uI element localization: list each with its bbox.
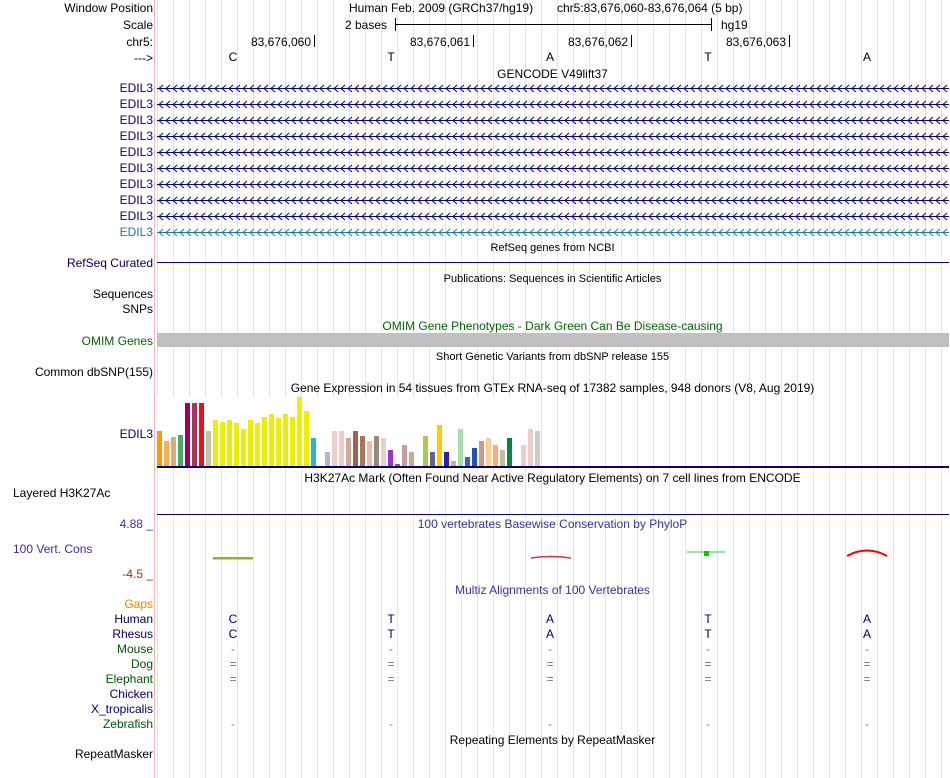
gtex-tissue-bar[interactable] xyxy=(276,418,281,466)
species-label[interactable]: Dog xyxy=(130,657,153,671)
gtex-tissue-bar[interactable] xyxy=(157,431,162,466)
strand-arrows xyxy=(157,131,949,141)
gtex-tissue-bar[interactable] xyxy=(255,423,260,466)
ruler-tick xyxy=(314,35,315,47)
gtex-expression-bars[interactable] xyxy=(157,397,533,466)
species-label[interactable]: Mouse xyxy=(116,642,153,656)
gencode-transcript[interactable] xyxy=(157,163,949,173)
dbsnp-track-title: Short Genetic Variants from dbSNP release 155 xyxy=(435,351,670,363)
reference-base: A xyxy=(545,50,554,64)
alignment-base: C xyxy=(228,627,238,641)
cons-max-value: 4.88 _ xyxy=(119,517,153,531)
alignment-base: = xyxy=(546,672,554,686)
alignment-base: = xyxy=(704,672,712,686)
repeatmasker-label[interactable]: RepeatMasker xyxy=(74,747,153,761)
multiz-track-title: Multiz Alignments of 100 Vertebrates xyxy=(455,583,650,597)
phylop-mark-1 xyxy=(213,558,253,559)
h3k27ac-track-title: H3K27Ac Mark (Often Found Near Active Regulatory Elements) on 7 cell lines from ENCODE xyxy=(304,471,801,485)
strand-arrows xyxy=(157,227,949,237)
gencode-gene-label[interactable]: EDIL3 xyxy=(119,129,153,143)
gtex-tissue-bar[interactable] xyxy=(220,422,225,466)
gtex-tissue-bar[interactable] xyxy=(185,403,190,466)
gtex-tissue-bar[interactable] xyxy=(304,411,309,466)
alignment-base: - xyxy=(231,642,235,656)
phylop-mark-4 xyxy=(687,551,725,556)
alignment-base: = xyxy=(863,657,871,671)
omim-gene-bar[interactable] xyxy=(157,333,949,347)
alignment-base: A xyxy=(545,612,554,626)
species-label[interactable]: Human xyxy=(114,612,153,626)
gtex-tissue-bar[interactable] xyxy=(339,431,344,466)
strand-arrows xyxy=(157,163,949,173)
reference-base: C xyxy=(228,50,238,64)
cons-min-value: -4.5 _ xyxy=(122,567,153,581)
gtex-tissue-bar[interactable] xyxy=(367,441,372,466)
alignment-base: = xyxy=(546,657,554,671)
alignment-base: = xyxy=(229,672,237,686)
omim-track-title: OMIM Gene Phenotypes - Dark Green Can Be Disease-causing xyxy=(382,319,723,333)
gtex-tissue-bar[interactable] xyxy=(269,414,274,466)
gaps-label[interactable]: Gaps xyxy=(124,597,153,611)
alignment-base: T xyxy=(704,612,712,626)
gencode-gene-label[interactable]: EDIL3 xyxy=(119,113,153,127)
h3k27ac-baseline xyxy=(157,514,949,515)
gtex-tissue-bar[interactable] xyxy=(325,452,330,466)
gtex-tissue-bar[interactable] xyxy=(388,450,393,466)
alignment-base: - xyxy=(389,717,393,731)
gtex-tissue-bar[interactable] xyxy=(479,441,484,466)
gtex-tissue-bar[interactable] xyxy=(423,436,428,466)
gtex-tissue-bar[interactable] xyxy=(360,436,365,466)
ruler-coordinate: 83,676,060 xyxy=(250,35,311,49)
gtex-tissue-bar[interactable] xyxy=(164,441,169,466)
species-label[interactable]: Chicken xyxy=(109,687,153,701)
reference-base: T xyxy=(704,50,712,64)
gencode-transcript[interactable] xyxy=(157,99,949,109)
gtex-tissue-bar[interactable] xyxy=(290,417,295,466)
gtex-tissue-bar[interactable] xyxy=(206,431,211,466)
repeatmasker-track-title: Repeating Elements by RepeatMasker xyxy=(449,733,656,747)
alignment-base: - xyxy=(548,717,552,731)
reference-base: A xyxy=(862,50,871,64)
scale-bar xyxy=(395,24,711,25)
alignment-base: - xyxy=(231,717,235,731)
gtex-tissue-bar[interactable] xyxy=(430,452,435,466)
publications-track-title: Publications: Sequences in Scientific Articles xyxy=(443,273,662,285)
gencode-gene-label[interactable]: EDIL3 xyxy=(119,161,153,175)
gtex-tissue-bar[interactable] xyxy=(402,445,407,466)
phylop-mark-3 xyxy=(531,557,571,559)
gtex-tissue-bar[interactable] xyxy=(472,448,477,466)
species-label[interactable]: Rhesus xyxy=(112,627,153,641)
gtex-tissue-bar[interactable] xyxy=(381,438,386,466)
gtex-tissue-bar[interactable] xyxy=(248,420,253,466)
alignment-base: - xyxy=(865,642,869,656)
strand-arrows xyxy=(157,83,949,93)
alignment-base: - xyxy=(389,642,393,656)
scale-bar-left-tick xyxy=(395,18,396,31)
ruler-tick xyxy=(631,35,632,47)
gencode-track-title: GENCODE V49lift37 xyxy=(497,67,608,81)
gtex-tissue-bar[interactable] xyxy=(332,431,337,466)
strand-arrows xyxy=(157,147,949,157)
strand-arrows xyxy=(157,211,949,221)
gtex-tissue-bar[interactable] xyxy=(528,429,533,466)
gtex-tissue-bar[interactable] xyxy=(353,431,358,466)
gtex-tissue-bar[interactable] xyxy=(213,420,218,466)
gencode-gene-label[interactable]: EDIL3 xyxy=(119,209,153,223)
gtex-tissue-bar[interactable] xyxy=(178,435,183,466)
gtex-baseline xyxy=(157,466,949,468)
window-position-label: Window Position xyxy=(64,1,153,15)
alignment-base: - xyxy=(548,642,552,656)
gtex-tissue-bar[interactable] xyxy=(514,445,519,466)
gtex-tissue-bar[interactable] xyxy=(199,403,204,466)
gtex-tissue-bar[interactable] xyxy=(262,417,267,466)
gtex-tissue-bar[interactable] xyxy=(311,438,316,466)
refseq-label[interactable]: RefSeq Curated xyxy=(66,256,153,270)
chrom-label: chr5: xyxy=(126,35,153,49)
gencode-transcript[interactable] xyxy=(157,83,949,93)
gtex-tissue-bar[interactable] xyxy=(346,438,351,466)
gencode-transcript[interactable] xyxy=(157,115,949,125)
reference-base: T xyxy=(387,50,395,64)
alignment-base: T xyxy=(387,627,395,641)
dbsnp-label[interactable]: Common dbSNP(155) xyxy=(34,365,153,379)
refseq-gene-line[interactable] xyxy=(157,262,949,263)
gtex-tissue-bar[interactable] xyxy=(192,403,197,466)
scale-bases-text: 2 bases xyxy=(345,18,388,32)
alignment-base: C xyxy=(228,612,238,626)
alignment-base: - xyxy=(706,717,710,731)
gencode-transcript[interactable] xyxy=(157,211,949,221)
gtex-tissue-bar[interactable] xyxy=(493,445,498,466)
alignment-base: T xyxy=(704,627,712,641)
gtex-tissue-bar[interactable] xyxy=(283,414,288,466)
gtex-tissue-bar[interactable] xyxy=(171,437,176,466)
alignment-base: A xyxy=(862,627,871,641)
scale-bar-right-tick xyxy=(711,18,712,31)
gtex-tissue-bar[interactable] xyxy=(507,438,512,466)
omim-label[interactable]: OMIM Genes xyxy=(81,334,153,348)
gtex-tissue-bar[interactable] xyxy=(234,423,239,466)
gtex-tissue-bar[interactable] xyxy=(297,397,302,466)
h3k27ac-label[interactable]: Layered H3K27Ac xyxy=(13,486,111,500)
gtex-tissue-bar[interactable] xyxy=(486,438,491,466)
alignment-base: - xyxy=(706,642,710,656)
gencode-transcript[interactable] xyxy=(157,179,949,189)
gencode-gene-label[interactable]: EDIL3 xyxy=(119,97,153,111)
alignment-base: = xyxy=(704,657,712,671)
db-text: hg19 xyxy=(721,18,748,32)
strand-arrows xyxy=(157,99,949,109)
refseq-track-title: RefSeq genes from NCBI xyxy=(490,242,615,254)
gtex-tissue-bar[interactable] xyxy=(444,452,449,466)
gtex-tissue-bar[interactable] xyxy=(409,452,414,466)
scale-label: Scale xyxy=(122,18,153,32)
gencode-gene-label[interactable]: EDIL3 xyxy=(119,193,153,207)
gtex-tissue-bar[interactable] xyxy=(227,420,232,466)
gtex-tissue-bar[interactable] xyxy=(521,445,526,466)
phylop-plot[interactable] xyxy=(157,535,949,575)
gtex-tissue-bar[interactable] xyxy=(500,450,505,466)
alignment-base: - xyxy=(865,717,869,731)
alignment-base: = xyxy=(863,672,871,686)
ruler-coordinate: 83,676,061 xyxy=(409,35,470,49)
ruler-tick xyxy=(473,35,474,47)
gencode-transcript[interactable] xyxy=(157,147,949,157)
gencode-gene-label[interactable]: EDIL3 xyxy=(119,81,153,95)
position-text: chr5:83,676,060-83,676,064 (5 bp) xyxy=(557,1,743,15)
ruler-tick xyxy=(789,35,790,47)
phylop-mark-5 xyxy=(847,551,887,557)
alignment-base: A xyxy=(545,627,554,641)
alignment-base: = xyxy=(387,672,395,686)
alignment-base: = xyxy=(229,657,237,671)
phylop-track-title: 100 vertebrates Basewise Conservation by PhyloP xyxy=(417,517,688,531)
ruler-coordinate: 83,676,062 xyxy=(567,35,628,49)
cons-label[interactable]: 100 Vert. Cons xyxy=(13,542,93,556)
gencode-gene-label[interactable]: EDIL3 xyxy=(119,145,153,159)
gtex-gene-label[interactable]: EDIL3 xyxy=(119,427,153,441)
strand-arrows xyxy=(157,195,949,205)
gtex-track-title: Gene Expression in 54 tissues from GTEx RNA-seq of 17382 samples, 948 donors (V8, Aug 2019) xyxy=(290,381,815,395)
gencode-transcript[interactable] xyxy=(157,131,949,141)
gtex-tissue-bar[interactable] xyxy=(458,429,463,466)
alignment-base: A xyxy=(862,612,871,626)
gencode-transcript[interactable] xyxy=(157,195,949,205)
assembly-text: Human Feb. 2009 (GRCh37/hg19) xyxy=(349,1,534,15)
gtex-tissue-bar[interactable] xyxy=(241,429,246,466)
sequences-label[interactable]: Sequences xyxy=(92,287,153,301)
ruler-coordinate: 83,676,063 xyxy=(725,35,786,49)
gtex-tissue-bar[interactable] xyxy=(437,425,442,466)
gencode-gene-label[interactable]: EDIL3 xyxy=(119,225,153,239)
gencode-gene-label[interactable]: EDIL3 xyxy=(119,177,153,191)
gtex-tissue-bar[interactable] xyxy=(374,436,379,466)
snps-label[interactable]: SNPs xyxy=(122,302,153,316)
strand-arrows xyxy=(157,115,949,125)
strand-label[interactable]: ---> xyxy=(134,51,153,65)
gencode-transcript[interactable] xyxy=(157,227,949,237)
species-label[interactable]: Elephant xyxy=(105,672,153,686)
gtex-tissue-bar[interactable] xyxy=(465,457,470,466)
gtex-tissue-bar[interactable] xyxy=(535,431,540,466)
gtex-tissue-bar[interactable] xyxy=(416,454,421,466)
alignment-base: T xyxy=(387,612,395,626)
strand-arrows xyxy=(157,179,949,189)
alignment-base: = xyxy=(387,657,395,671)
species-label[interactable]: Zebrafish xyxy=(102,717,153,731)
species-label[interactable]: X_tropicalis xyxy=(90,702,153,716)
